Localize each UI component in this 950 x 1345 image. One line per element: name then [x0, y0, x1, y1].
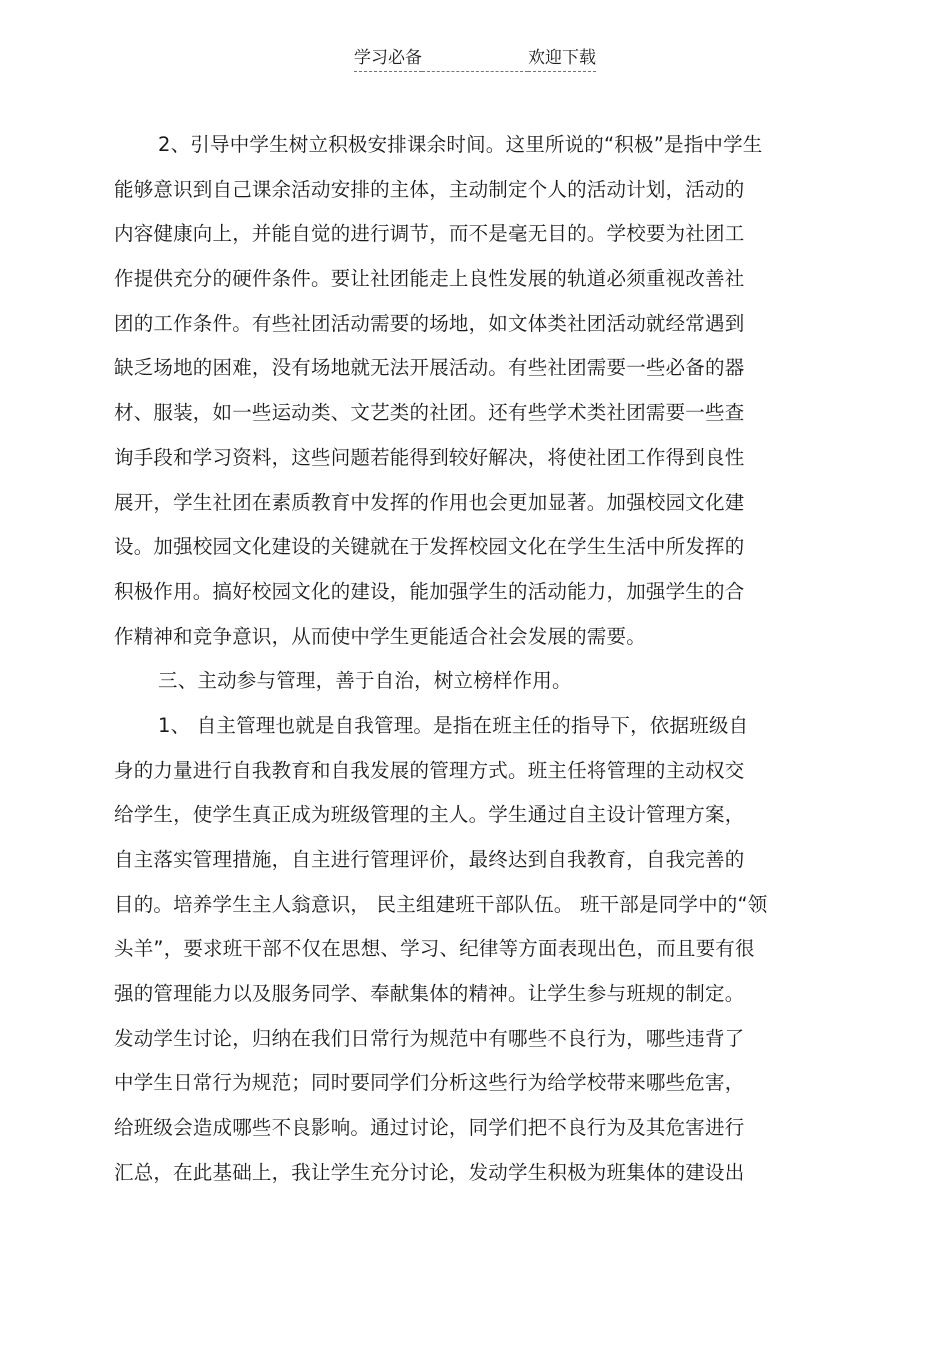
- text-line: 强的管理能力以及服务同学、奉献集体的精神。让学生参与班规的制定。: [114, 982, 745, 1006]
- text-line: 1、 自主管理也就是自我管理。是指在班主任的指导下，依据班级自: [158, 713, 749, 737]
- text-line: 自主落实管理措施，自主进行管理评价，最终达到自我教育，自我完善的: [114, 848, 745, 871]
- header-left-text: 学习必备: [354, 46, 422, 72]
- text-line: 内容健康向上，并能自觉的进行调节，而不是毫无目的。学校要为社团工: [114, 222, 745, 246]
- text-line: 展开，学生社团在素质教育中发挥的作用也会更加显著。加强校园文化建: [114, 490, 745, 514]
- text-line: 团的工作条件。有些社团活动需要的场地，如文体类社团活动就经常遇到: [114, 311, 745, 335]
- text-line: 材、服装，如一些运动类、文艺类的社团。还有些学术类社团需要一些查: [114, 401, 745, 425]
- header-divider: [422, 47, 528, 72]
- text-line: 缺乏场地的困难，没有场地就无法开展活动。有些社团需要一些必备的器: [114, 356, 745, 380]
- document-body: [114, 128, 854, 1201]
- page-header: [0, 46, 950, 72]
- text-line: 身的力量进行自我教育和自我发展的管理方式。班主任将管理的主动权交: [114, 758, 745, 782]
- text-line: 积极作用。搞好校园文化的建设，能加强学生的活动能力，加强学生的合: [114, 579, 745, 603]
- text-line: 汇总，在此基础上，我让学生充分讨论，发动学生积极为班集体的建设出: [114, 1160, 745, 1184]
- header-right-text: 欢迎下载: [528, 46, 596, 72]
- text-line: 能够意识到自己课余活动安排的主体，主动制定个人的活动计划，活动的: [114, 177, 745, 201]
- text-line: 头羊”，要求班干部不仅在思想、学习、纪律等方面表现出色，而且要有很: [114, 937, 755, 961]
- text-line: 发动学生讨论，归纳在我们日常行为规范中有哪些不良行为，哪些违背了: [114, 1026, 745, 1050]
- text-line: 作提供充分的硬件条件。要让社团能走上良性发展的轨道必须重视改善社: [114, 267, 745, 291]
- text-line: 中学生日常行为规范；同时要同学们分析这些行为给学校带来哪些危害，: [114, 1071, 745, 1095]
- text-line: 给班级会造成哪些不良影响。通过讨论，同学们把不良行为及其危害进行: [114, 1116, 745, 1140]
- text-line: 三、主动参与管理，善于自治，树立榜样作用。: [158, 669, 572, 693]
- text-line: 询手段和学习资料，这些问题若能得到较好解决，将使社团工作得到良性: [114, 445, 745, 469]
- text-line: 2、引导中学生树立积极安排课余时间。这里所说的“积极”是指中学生: [158, 133, 763, 156]
- text-line: 给学生，使学生真正成为班级管理的主人。学生通过自主设计管理方案，: [114, 803, 745, 827]
- text-line: 目的。培养学生主人翁意识， 民主组建班干部队伍。 班干部是同学中的“领: [114, 892, 768, 916]
- text-line: 设。加强校园文化建设的关键就在于发挥校园文化在学生生活中所发挥的: [114, 535, 745, 559]
- text-line: 作精神和竞争意识，从而使中学生更能适合社会发展的需要。: [114, 624, 646, 648]
